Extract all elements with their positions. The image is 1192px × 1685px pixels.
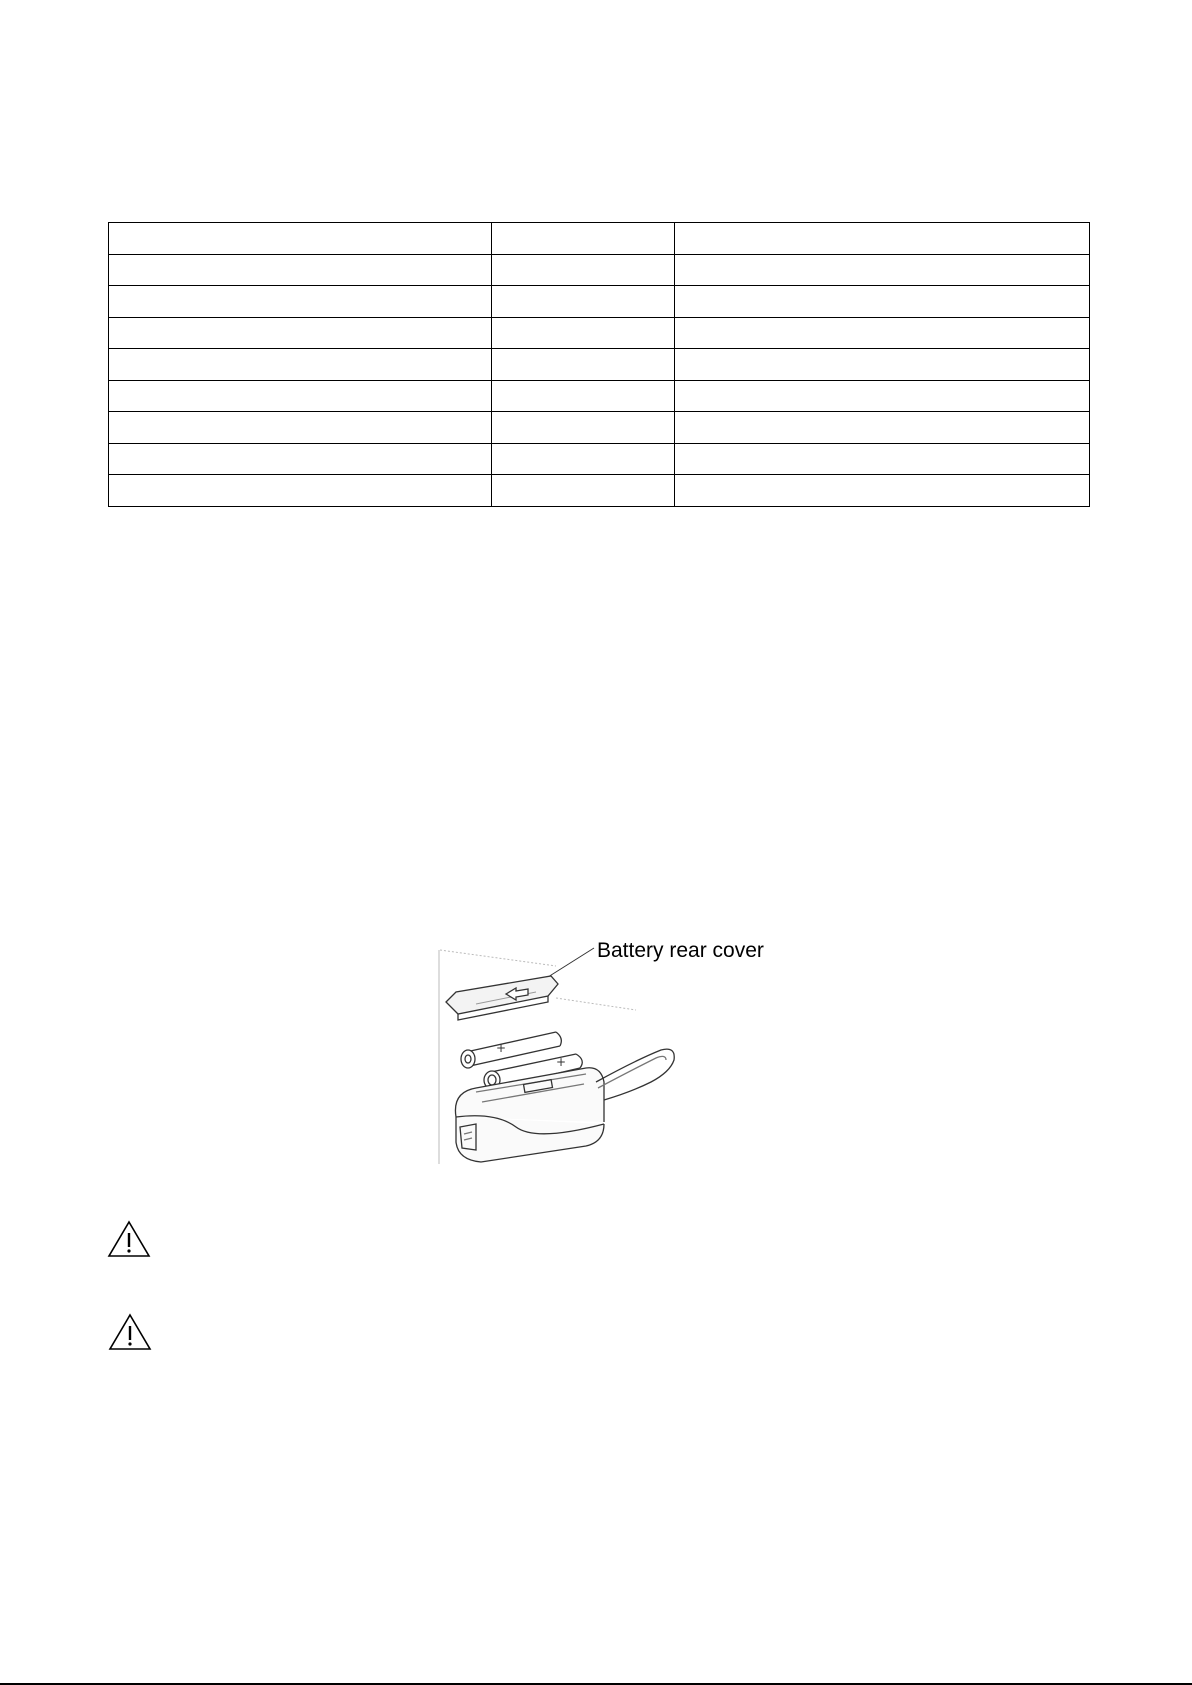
battery-installation-figure	[436, 939, 776, 1167]
table-cell	[675, 317, 1090, 349]
table-cell	[109, 254, 492, 286]
table-cell	[492, 317, 675, 349]
table-cell	[492, 380, 675, 412]
battery-installation-illustration-icon	[436, 939, 776, 1167]
table-row	[109, 286, 1090, 318]
table-cell	[675, 443, 1090, 475]
table-row	[109, 223, 1090, 255]
table-cell	[492, 443, 675, 475]
table-cell	[109, 380, 492, 412]
warning-block-2	[108, 1313, 152, 1351]
figure-caption: Battery rear cover	[597, 939, 764, 962]
svg-text:+: +	[556, 1055, 567, 1069]
table-cell	[492, 412, 675, 444]
table-cell	[109, 443, 492, 475]
table-cell	[675, 223, 1090, 255]
table-row	[109, 349, 1090, 381]
table-row	[109, 475, 1090, 507]
table-cell	[109, 475, 492, 507]
table-cell	[492, 286, 675, 318]
warning-block-1	[107, 1220, 151, 1258]
table-row	[109, 317, 1090, 349]
table-cell	[109, 317, 492, 349]
table-cell	[675, 286, 1090, 318]
table-row	[109, 443, 1090, 475]
svg-text:+: +	[496, 1041, 507, 1055]
table-row	[109, 380, 1090, 412]
table-cell	[492, 254, 675, 286]
table-row	[109, 412, 1090, 444]
warning-triangle-icon	[107, 1220, 151, 1258]
table-cell	[109, 286, 492, 318]
table-cell	[675, 380, 1090, 412]
table-cell	[492, 223, 675, 255]
specification-table	[108, 222, 1090, 507]
table-cell	[675, 475, 1090, 507]
table-cell	[675, 349, 1090, 381]
table-row	[109, 254, 1090, 286]
warning-triangle-icon	[108, 1313, 152, 1351]
table-cell	[492, 475, 675, 507]
table-cell	[492, 349, 675, 381]
table-cell	[675, 254, 1090, 286]
table-cell	[109, 349, 492, 381]
table-cell	[675, 412, 1090, 444]
table-cell	[109, 223, 492, 255]
table-cell	[109, 412, 492, 444]
